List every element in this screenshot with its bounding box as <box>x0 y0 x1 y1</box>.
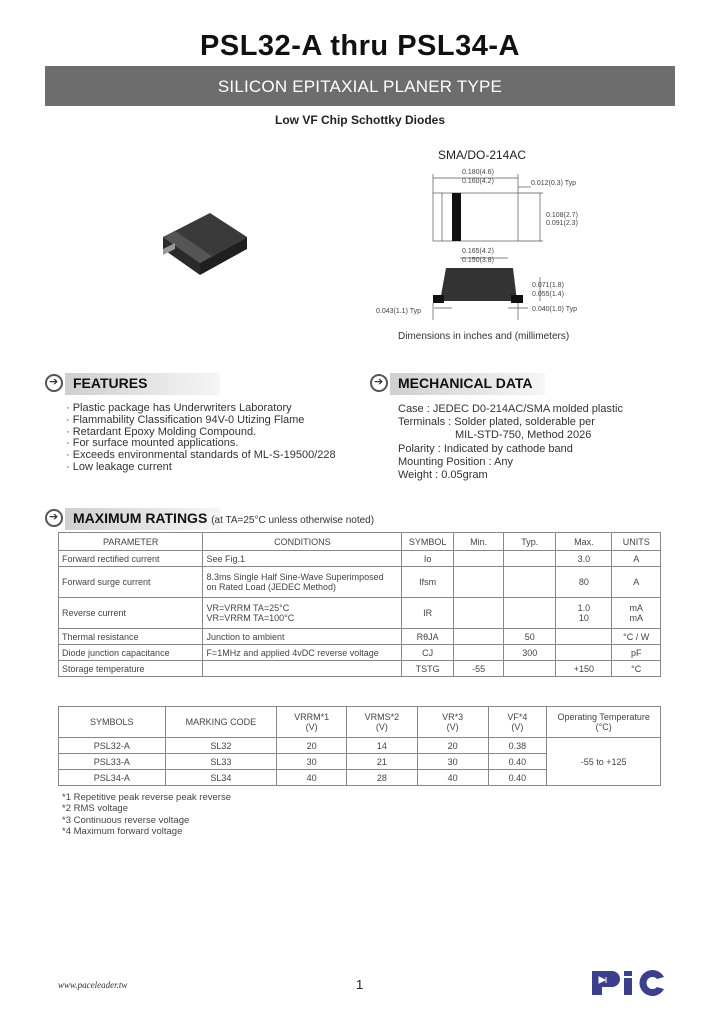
arrow-circle-icon <box>45 509 63 527</box>
dim-width-min: 0.091(2.3) <box>546 220 578 227</box>
footnote: *4 Maximum forward voltage <box>62 826 183 837</box>
operating-temp: -55 to +125 <box>547 738 661 786</box>
arrow-circle-icon <box>45 374 63 392</box>
package-name: SMA/DO-214AC <box>438 148 527 162</box>
type-banner: SILICON EPITAXIAL PLANER TYPE <box>45 66 675 106</box>
mechanical-heading: ➔ MECHANICAL DATA <box>370 373 550 395</box>
table-row: PSL34-A SL34 40 28 40 0.40 <box>59 770 661 786</box>
package-drawing <box>376 165 603 330</box>
page-number: 1 <box>356 977 364 992</box>
ratings-table <box>58 532 661 677</box>
table-row: PSL33-A SL33 30 21 30 0.40 <box>59 754 661 770</box>
feature-item: · Plastic package has Underwriters Laboratory <box>66 402 292 414</box>
page-subtitle: Low VF Chip Schottky Diodes <box>274 113 445 127</box>
feature-item: · Retardant Epoxy Molding Compound. <box>66 426 257 438</box>
table-row: PSL32-A SL32 20 14 20 0.38 -55 to +125 <box>59 738 661 754</box>
footnote: *3 Continuous reverse voltage <box>62 815 190 826</box>
mech-item: Polarity : Indicated by cathode band <box>398 443 573 455</box>
features-heading: ➔ FEATURES <box>45 373 225 395</box>
table-header-row: SYMBOLS MARKING CODE VRRM*1 (V) VRMS*2 (V) VR*3 (V) VF*4 (V) Operating Temperature (°C) <box>59 707 661 738</box>
mech-item: Weight : 0.05gram <box>398 469 488 481</box>
dimension-note: Dimensions in inches and (millimeters) <box>398 331 570 342</box>
dim-width-max: 0.108(2.7) <box>546 212 578 219</box>
ratings-heading: ➔ MAXIMUM RATINGS (at TA=25°C unless otherwise noted) <box>45 508 425 530</box>
footnote: *1 Repetitive peak reverse peak reverse <box>62 792 231 803</box>
mech-item: Case : JEDEC D0-214AC/SMA molded plastic <box>398 403 623 415</box>
feature-item: · Flammability Classification 94V-0 Utizing Flame <box>66 414 305 426</box>
mech-item: MIL-STD-750, Method 2026 <box>455 429 592 441</box>
dim-height-max: 0.071(1.8) <box>532 282 564 289</box>
feature-item: · For surface mounted applications. <box>66 437 239 449</box>
dim-length-min: 0.160(4.2) <box>462 178 494 185</box>
table-row: Diode junction capacitance F=1MHz and applied 4vDC reverse voltage CJ 300 pF <box>59 645 661 661</box>
table-row: Forward rectified current See Fig.1 Io 3.0 A <box>59 551 661 567</box>
dim-height-min: 0.055(1.4) <box>532 291 564 298</box>
dim-lead-right: 0.040(1.0) Typ <box>532 306 578 313</box>
chip-image <box>155 205 255 285</box>
dim-length-max: 0.180(4.6) <box>462 169 494 176</box>
table-row: Storage temperature TSTG -55 +150 °C <box>59 661 661 677</box>
feature-item: · Exceeds environmental standards of ML-S-19500/228 <box>66 449 336 461</box>
table-header-row: PARAMETER CONDITIONS SYMBOL Min. Typ. Max. UNITS <box>59 533 661 551</box>
mech-item: Mounting Position : Any <box>398 456 513 468</box>
mech-item: Terminals : Solder plated, solderable per <box>398 416 595 428</box>
dim-lead-left: 0.043(1.1) Typ <box>376 308 422 315</box>
pic-logo <box>590 967 670 997</box>
footnote: *2 RMS voltage <box>62 803 129 814</box>
dim-body-max: 0.165(4.2) <box>462 248 494 255</box>
dim-body-min: 0.150(3.8) <box>462 257 494 264</box>
dim-terminal-thickness: 0.012(0.3) Typ <box>531 180 577 187</box>
table-row: Thermal resistance Junction to ambient RθJA 50 °C / W <box>59 629 661 645</box>
page-title: PSL32-A thru PSL34-A <box>200 30 520 62</box>
marking-table <box>58 706 661 786</box>
arrow-circle-icon <box>370 374 388 392</box>
website-link[interactable]: www.paceleader.tw <box>58 980 128 990</box>
table-row: Forward surge current 8.3ms Single Half Sine-Wave Superimposed on Rated Load (JEDEC Method) Ifsm 80 A <box>59 567 661 598</box>
feature-item: · Low leakage current <box>66 461 172 473</box>
table-row: Reverse current VR=VRRM TA=25°C VR=VRRM TA=100°C IR 1.0 10 mA mA <box>59 598 661 629</box>
ratings-condition: (at TA=25°C unless otherwise noted) <box>211 515 375 526</box>
